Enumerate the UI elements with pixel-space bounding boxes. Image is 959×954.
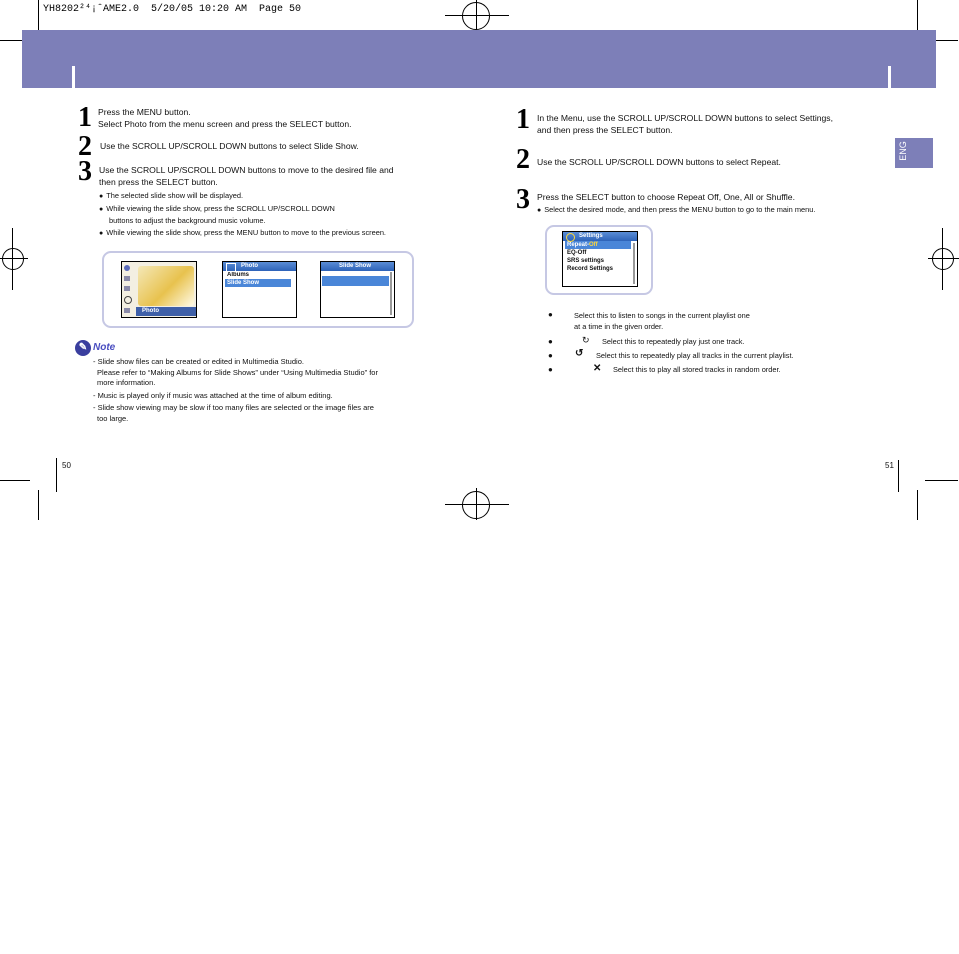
screen-title: Photo [223,262,296,271]
note-list [93,357,433,424]
bullet-list [99,190,459,239]
menu-item-slide-show: Slide Show [225,279,291,287]
registration-line [12,228,13,290]
option-bullet: ● [548,365,553,374]
option-text: Select this to repeatedly play just one track. [602,337,745,346]
step-bullet: ● Select the desired mode, and then press the MENU button to go to the main menu. [537,204,815,216]
screen-title: Settings [563,232,637,241]
photo-label-bar: Photo [136,307,197,316]
menu-item-repeat: Repeat-Off [565,241,631,249]
shuffle-icon: ✕ [593,363,602,374]
registration-mark-icon [932,248,954,270]
registration-line [445,15,509,16]
repeat-value: Off [589,242,598,248]
step-text [99,164,394,188]
header-notch [888,66,891,88]
page-rule [56,458,57,492]
screen-title: Slide Show [321,262,394,271]
registration-mark-icon [2,248,24,270]
step-text [537,191,795,203]
option-bullet: ● [548,351,553,360]
step-line: and then press the SELECT button. [537,125,673,135]
menu-item-record: Record Settings [567,266,614,272]
registration-line [928,258,959,259]
option-text: Select this to play all stored tracks in random order. [613,365,781,374]
registration-line [0,258,28,259]
step-number: 1 [78,102,92,133]
step-number: 1 [516,104,530,135]
bullet-item: ● While viewing the slide show, press the MENU button to move to the previous screen. [99,227,459,239]
print-slug: YH8202²⁴¡ˆAME2.0 5/20/05 10:20 AM Page 50 [43,4,302,15]
header-notch [72,66,75,88]
lcd-screen-photo-menu [222,261,297,318]
step-line: Use the SCROLL UP/SCROLL DOWN buttons to select Repeat. [537,157,781,167]
note-line: - Slide show files can be created or edited in Multimedia Studio. [93,357,304,366]
crop-mark [917,490,918,520]
option-bullet: ● [548,310,553,319]
crop-mark [925,480,958,481]
lcd-screen-slide-show [320,261,395,318]
step-text [537,156,781,168]
step-number: 2 [78,131,92,162]
menu-item-eq: EQ-Off [567,250,587,256]
menu-item-srs: SRS settings [567,258,605,264]
note-line: too large. [97,413,129,423]
step-text [100,140,359,152]
photo-icon [226,263,236,272]
repeat-one-icon: ↻ [582,335,590,345]
crop-mark [38,0,39,30]
option-text: Select this to repeatedly play all tracks in the current playlist. [596,351,794,360]
step-text [537,112,833,136]
scrollbar [633,243,635,284]
note-title: Note [93,342,116,353]
repeat-all-icon: ↺ [575,348,584,359]
step-line: then press the SELECT button. [99,177,218,187]
crop-mark [0,480,30,481]
registration-line [445,504,509,505]
step-number: 3 [78,156,92,187]
settings-gear-icon [566,233,575,242]
lcd-screen-settings [562,231,638,287]
step-line: Press the MENU button. [98,107,191,117]
selection-bar [322,276,389,286]
registration-line [942,228,943,290]
note-line: Please refer to “Making Albums for Slide Shows” under “Using Multimedia Studio” for [97,367,378,377]
step-line: Use the SCROLL UP/SCROLL DOWN buttons to select Slide Show. [100,141,359,151]
step-text [98,106,352,130]
page-number: 50 [62,461,71,470]
step-line: Press the SELECT button to choose Repeat Off, One, All or Shuffle. [537,192,795,202]
language-tab: ENG [895,138,933,168]
registration-line [476,488,477,520]
step-line: In the Menu, use the SCROLL UP/SCROLL DOWN buttons to select Settings, [537,113,833,123]
header-band [22,30,936,88]
step-number: 3 [516,184,530,215]
step-line: Select Photo from the menu screen and press the SELECT button. [98,119,352,129]
photo-album-illustration [138,266,194,306]
note-line: more information. [97,378,156,387]
lcd-screen-photo [121,261,197,318]
bullet-item: ● The selected slide show will be displayed. [99,190,459,202]
bullet-item: ● While viewing the slide show, press the SCROLL UP/SCROLL DOWN [99,203,459,215]
note-icon: ✎ [75,340,91,356]
crop-mark [38,490,39,520]
note-line: - Music is played only if music was attached at the time of album editing. [93,390,333,400]
registration-line [476,0,477,30]
page-number: 51 [885,461,894,470]
crop-mark [917,0,918,30]
scrollbar [390,272,392,315]
option-bullet: ● [548,337,553,346]
option-text: Select this to listen to songs in the current playlist one at a time in the given order. [574,311,750,331]
step-number: 2 [516,144,530,175]
note-line: - Slide show viewing may be slow if too many files are selected or the image files are [93,403,374,412]
bullet-continuation: buttons to adjust the background music volume. [109,216,266,225]
menu-item-albums: Albums [227,272,250,278]
step-line: Use the SCROLL UP/SCROLL DOWN buttons to move to the desired file and [99,165,394,175]
side-icons [124,265,133,313]
page-rule [898,460,899,492]
